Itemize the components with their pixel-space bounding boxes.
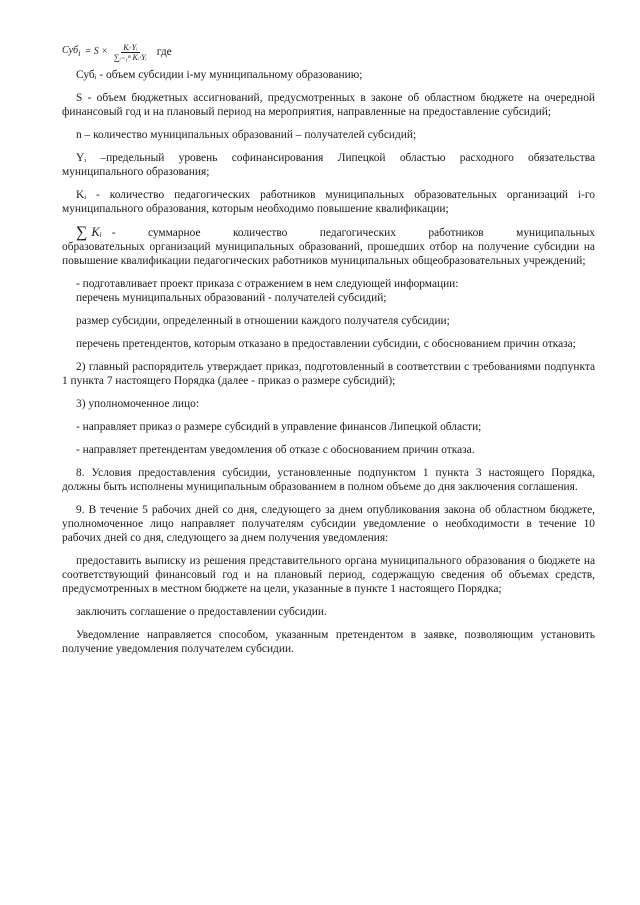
paragraph: Kᵢ - количество педагогических работников муниципальных образовательных организаций i-го муниципального образования, которым необходимо повышение квалификации; xyxy=(62,189,595,215)
formula-lhs xyxy=(62,44,80,61)
formula-lhs-text: Суб xyxy=(62,44,79,56)
paragraph: n – количество муниципальных образований – получателей субсидий; xyxy=(76,129,417,141)
paragraph: 2) главный распорядитель утверждает приказ, подготовленный в соответствии с требованиями подпункта 1 пункта 7 настоящего Порядка (далее - приказ о размере субсидий); xyxy=(62,361,595,387)
sum-first-line: - суммарное количество педагогических работников муниципальных xyxy=(111,227,595,239)
formula-eq: = S × xyxy=(84,46,108,57)
paragraph: - подготавливает проект приказа с отражением в нем следующей информации: xyxy=(76,278,459,290)
paragraph: заключить соглашение о предоставлении субсидии. xyxy=(76,606,327,618)
paragraph: предоставить выписку из решения представительного органа муниципального образования о бюджете на соответствующий финансовый год и на плановый период, содержащую сведения об объемах средств, предусмотренных в местном бюджете на цели, указанные в пункте 1 настоящего Порядка; xyxy=(62,555,595,595)
subsidy-formula xyxy=(62,38,595,66)
document-page xyxy=(62,38,595,665)
paragraph: перечень муниципальных образований - получателей субсидий; xyxy=(76,292,387,304)
sum-line xyxy=(62,225,595,240)
sum-symbol: ∑ xyxy=(76,224,88,241)
sum-k: Kᵢ xyxy=(91,225,102,239)
paragraph: перечень претендентов, которым отказано в предоставлении субсидии, с обоснованием причин отказа; xyxy=(76,338,576,350)
formula-denominator: ∑ᵢ₌₁ⁿ Kᵢ·Yᵢ xyxy=(113,52,147,62)
paragraph: образовательных организаций муниципальных образований, прошедших отбор на получение субсидии на повышение квалификации педагогических работников муниципальных общеобразовательных учреждений; xyxy=(62,241,595,267)
paragraph: 3) уполномоченное лицо: xyxy=(76,398,199,410)
formula-fraction xyxy=(112,43,149,62)
formula-where: где xyxy=(156,46,172,58)
paragraph: размер субсидии, определенный в отношении каждого получателя субсидии; xyxy=(76,315,450,327)
formula-lhs-sub: i xyxy=(78,48,81,58)
paragraph: Уведомление направляется способом, указанным претендентом в заявке, позволяющим установить получение уведомления получателем субсидии. xyxy=(62,629,595,655)
paragraph: Субᵢ - объем субсидии i-му муниципальному образованию; xyxy=(76,69,363,81)
paragraph: - направляет претендентам уведомления об отказе с обоснованием причин отказа. xyxy=(76,444,475,456)
paragraph: - направляет приказ о размере субсидий в управление финансов Липецкой области; xyxy=(76,421,482,433)
paragraph: 9. В течение 5 рабочих дней со дня, следующего за днем опубликования закона об областном бюджете, уполномоченное лицо направляет получателям субсидии уведомление о необходимости в течение 10 рабочих дней со дня, следующего за днем получения уведомления: xyxy=(62,504,595,544)
formula-numerator: Kᵢ·Yᵢ xyxy=(123,42,138,52)
paragraph: Yᵢ –предельный уровень софинансирования Липецкой областью расходного обязательства муниципального образования; xyxy=(62,152,595,178)
sum-paragraph xyxy=(62,225,595,268)
paragraph: 8. Условия предоставления субсидии, установленные подпунктом 1 пункта 3 настоящего Порядка, должны быть исполнены муниципальным образованием в полном объеме до дня заключения соглашения. xyxy=(62,467,595,493)
paragraph: S - объем бюджетных ассигнований, предусмотренных в законе об областном бюджете на очередной финансовый год и на плановый период на мероприятия, направленные на предоставление субсидий; xyxy=(62,92,595,118)
